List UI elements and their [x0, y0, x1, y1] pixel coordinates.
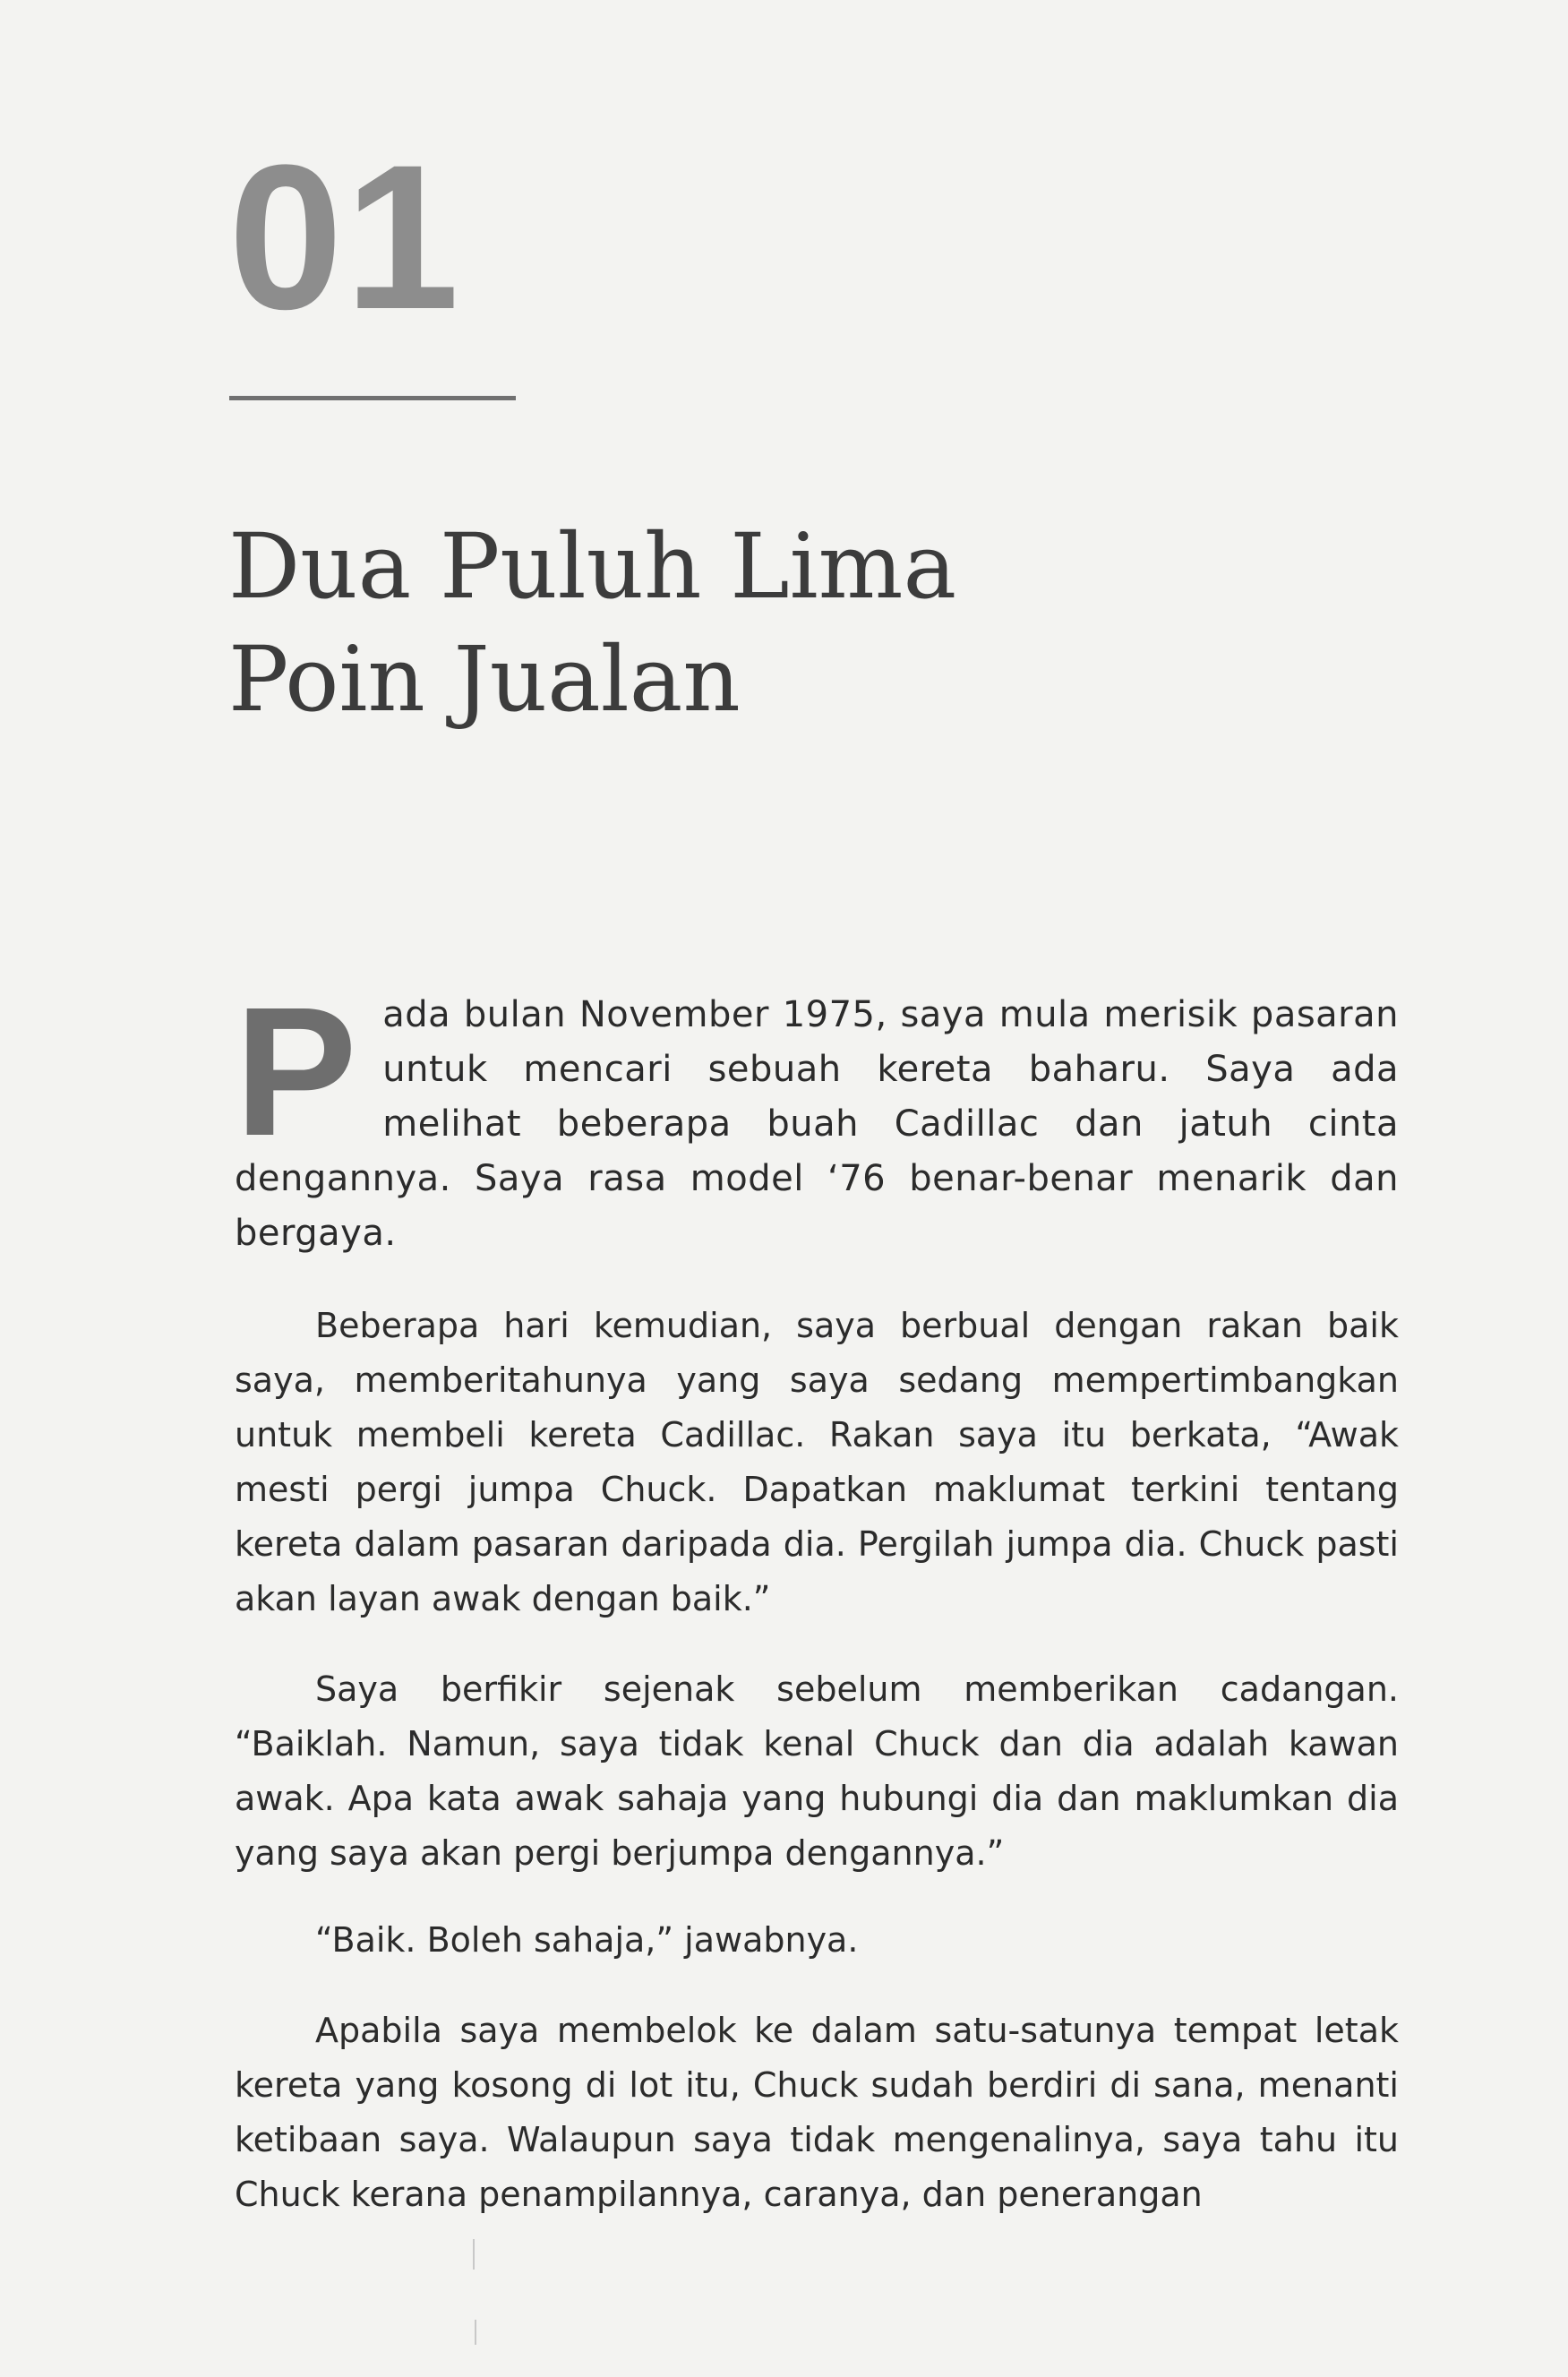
- chapter-divider: [229, 396, 516, 400]
- paragraph-2: Beberapa hari kemudian, saya berbual dengan rakan baik saya, memberitahunya yang saya sedang mempertimbangkan untuk membeli kereta Cadillac. Rakan saya itu berkata, “Awak mesti pergi jumpa Chuck. Dapatkan maklumat terkini tentang kereta dalam pasaran daripada dia. Pergilah jumpa dia. Chuck pasti akan layan awak dengan baik.”: [235, 1306, 1399, 1618]
- chapter-title: [228, 511, 1392, 736]
- paragraph-1-text: ada bulan November 1975, saya mula merisik pasaran untuk mencari sebuah kereta baharu. Saya ada melihat beberapa buah Cadillac dan jatuh cinta dengannya. Saya rasa model ‘76 benar-benar menarik dan bergaya.: [235, 994, 1399, 1254]
- scan-mark: [475, 2320, 476, 2345]
- drop-cap: P: [235, 969, 358, 1174]
- chapter-title-line-2: Poin Jualan: [228, 627, 741, 732]
- paragraph-1: [235, 969, 1399, 1261]
- chapter-title-line-1: Dua Puluh Lima: [228, 514, 957, 619]
- paragraph-5: Apabila saya membelok ke dalam satu-satunya tempat letak kereta yang kosong di lot itu, Chuck sudah berdiri di sana, menanti ketibaan saya. Walaupun saya tidak mengenalinya, saya tahu itu Chuck kerana penampilannya, caranya, dan penerangan: [235, 2011, 1399, 2214]
- chapter-number: 01: [228, 122, 461, 352]
- scan-mark: [473, 2239, 475, 2270]
- paragraph-4: “Baik. Boleh sahaja,” jawabnya.: [315, 1920, 859, 1960]
- paragraph-3: Saya berfikir sejenak sebelum memberikan cadangan. “Baiklah. Namun, saya tidak kenal Chuck dan dia adalah kawan awak. Apa kata awak sahaja yang hubungi dia dan maklumkan dia yang saya akan pergi berjumpa dengannya.”: [235, 1669, 1399, 1873]
- chapter-body: [235, 969, 1399, 2222]
